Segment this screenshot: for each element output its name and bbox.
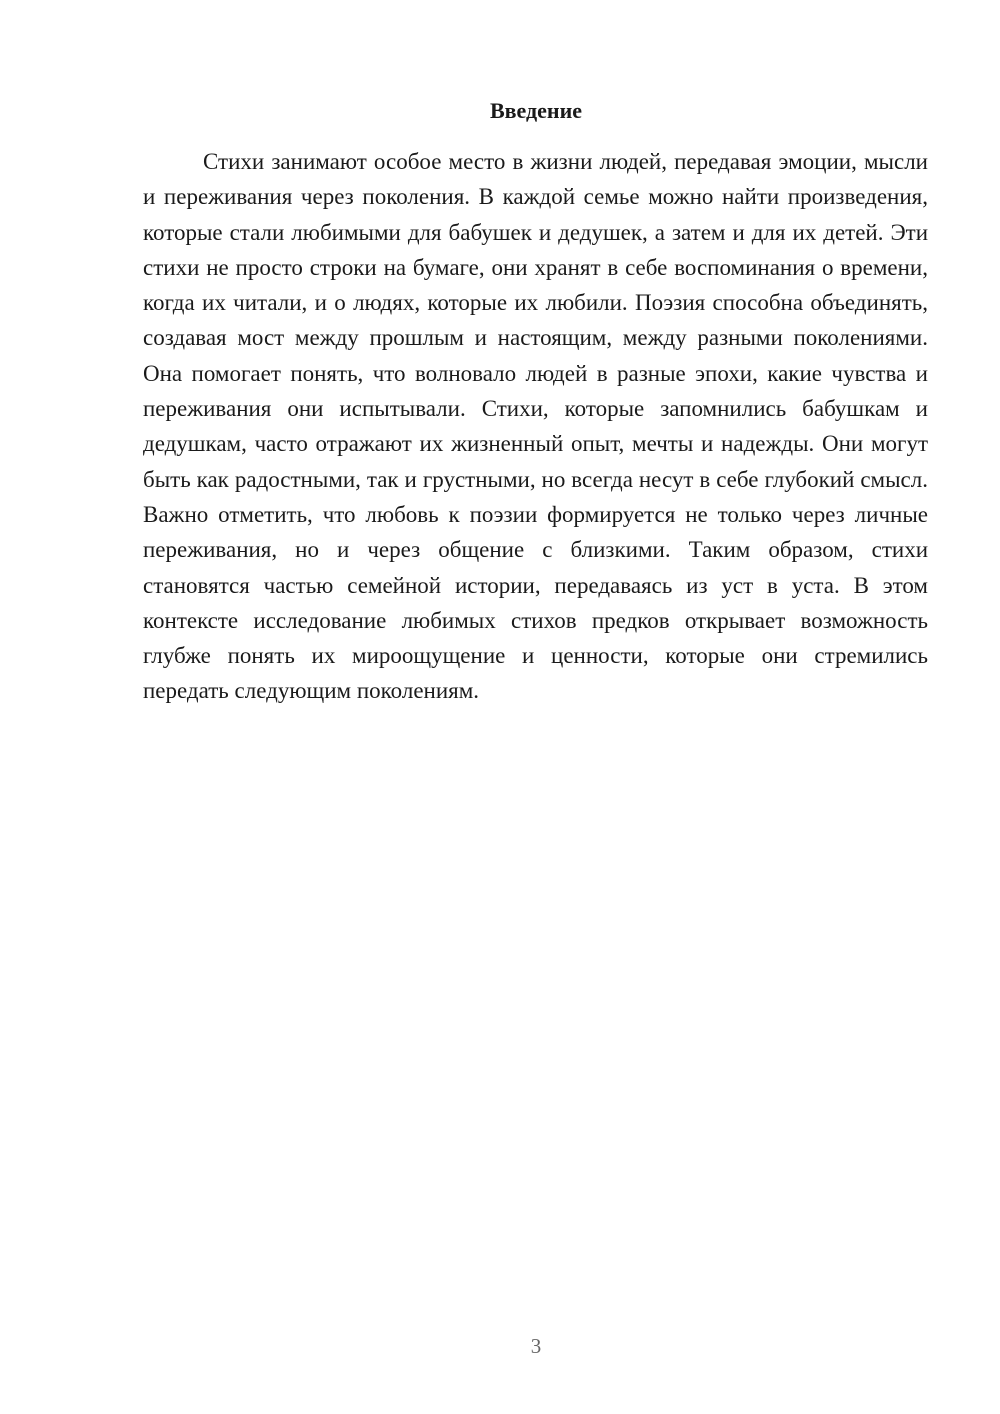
body-paragraph: Стихи занимают особое место в жизни людей, передавая эмоции, мысли и переживания через поколения. В каждой семье можно найти произведения, которые стали любимыми для бабушек и дедушек, а затем и для их детей. Эти стихи не просто строки на бумаге, они хранят в себе воспоминания о времени, когда их читали, и о людях, которые их любили. Поэзия способна объединять, создавая мост между прошлым и настоящим, между разными поколениями. Она помогает понять, что волновало людей в разные эпохи, какие чувства и переживания они испытывали. Стихи, которые запомнились бабушкам и дедушкам, часто отражают их жизненный опыт, мечты и надежды. Они могут быть как радостными, так и грустными, но всегда несут в себе глубокий смысл. Важно отметить, что любовь к поэзии формируется не только через личные переживания, но и через общение с близкими. Таким образом, стихи становятся частью семейной истории, передаваясь из уст в уста. В этом контексте исследование любимых стихов предков открывает возможность глубже понять их мироощущение и ценности, которые они стремились передать следующим поколениям.	[143, 149, 928, 704]
page-number: 3	[530, 1334, 542, 1358]
section-heading: Введение	[489, 98, 583, 123]
